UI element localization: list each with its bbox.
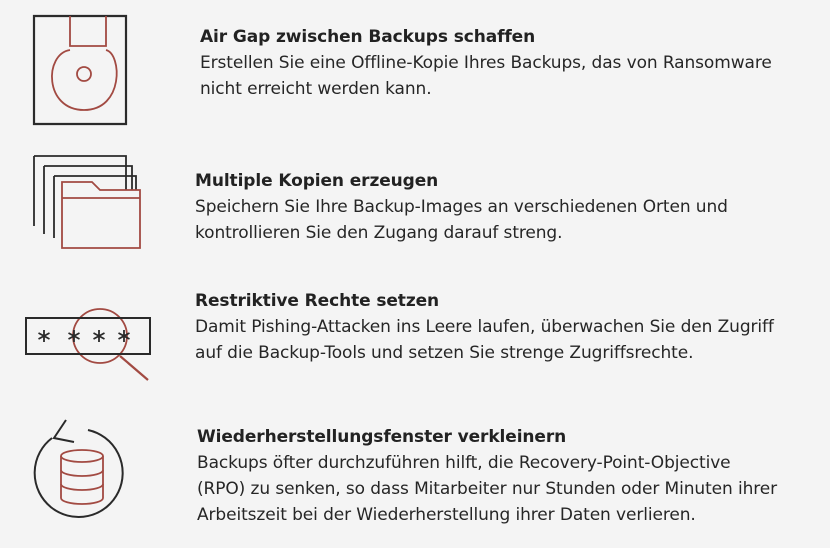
item-desc-line: (RPO) zu senken, so dass Mitarbeiter nur Stunden oder Minuten ihrer: [197, 479, 778, 499]
database-refresh-icon: [30, 416, 130, 532]
item-title: Air Gap zwischen Backups schaffen: [200, 27, 536, 47]
item-desc-line: nicht erreicht werden kann.: [200, 79, 432, 99]
item-title: Multiple Kopien erzeugen: [195, 171, 439, 191]
floppy-disk-icon: [30, 14, 130, 126]
item-title: Restriktive Rechte setzen: [195, 291, 440, 311]
item-desc-line: kontrollieren Sie den Zugang darauf streng.: [195, 223, 563, 243]
item-desc-line: Erstellen Sie eine Offline-Kopie Ihres Backups, das von Ransomware: [200, 53, 772, 73]
item-desc-line: auf die Backup-Tools und setzen Sie strenge Zugriffsrechte.: [195, 343, 694, 363]
item-desc-line: Arbeitszeit bei der Wiederherstellung ihrer Daten verlieren.: [197, 505, 696, 525]
item-desc-line: Backups öfter durchzuführen hilft, die Recovery-Point-Objective: [197, 453, 731, 473]
password-magnifier-icon: [24, 292, 156, 384]
item-title: Wiederherstellungsfenster verkleinern: [197, 427, 567, 447]
item-desc-line: Speichern Sie Ihre Backup-Images an verschiedenen Orten und: [195, 197, 728, 217]
item-desc-line: Damit Pishing-Attacken ins Leere laufen, überwachen Sie den Zugriff: [195, 317, 774, 337]
stacked-folders-icon: [30, 154, 142, 250]
